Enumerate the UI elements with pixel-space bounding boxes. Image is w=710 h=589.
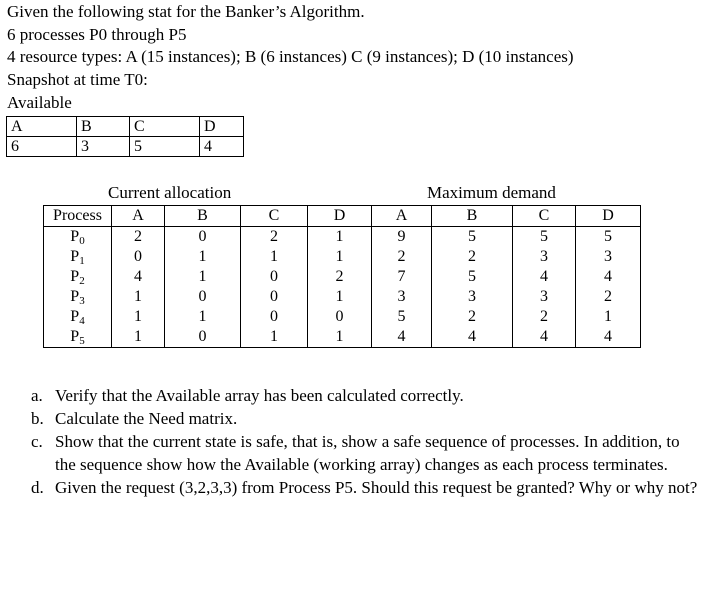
max-demand-cell: 3 [513, 247, 576, 267]
max-demand-cell: 2 [432, 247, 513, 267]
question-item [31, 407, 701, 430]
max-demand-cell: 4 [513, 327, 576, 348]
matrix-header-cell: A [112, 206, 165, 227]
allocation-max-table [43, 205, 641, 348]
caption-maximum-demand: Maximum demand [427, 183, 556, 202]
process-name-cell: $P_1$ [44, 247, 112, 267]
allocation-cell: 0 [165, 287, 241, 307]
allocation-cell: 1 [165, 307, 241, 327]
max-demand-cell: 3 [432, 287, 513, 307]
question-label: b. [31, 409, 44, 428]
question-item [31, 476, 701, 499]
max-demand-cell: 2 [513, 307, 576, 327]
max-demand-cell: 5 [372, 307, 432, 327]
available-header-cell: C [130, 117, 200, 137]
matrix-header-cell: A [372, 206, 432, 227]
max-demand-cell: 7 [372, 267, 432, 287]
max-demand-cell: 3 [372, 287, 432, 307]
matrix-header-row [44, 206, 641, 227]
allocation-cell: 2 [241, 227, 308, 248]
allocation-cell: 2 [112, 227, 165, 248]
process-name-cell: $P_5$ [44, 327, 112, 348]
intro-line-3: 4 resource types: A (15 instances); B (6 instances) C (9 instances); D (10 instances) [7, 47, 574, 66]
caption-current-allocation: Current allocation [108, 183, 232, 202]
allocation-cell: 1 [308, 227, 372, 248]
question-label: d. [31, 478, 44, 497]
process-row [44, 247, 641, 267]
allocation-cell: 1 [241, 247, 308, 267]
max-demand-cell: 3 [576, 247, 641, 267]
available-table [6, 116, 244, 157]
matrix-header-cell: B [432, 206, 513, 227]
intro-line-4: Snapshot at time T0: [7, 70, 148, 89]
question-item [31, 384, 701, 407]
process-name-cell: $P_0$ [44, 227, 112, 248]
max-demand-cell: 5 [432, 267, 513, 287]
allocation-cell: 1 [112, 327, 165, 348]
max-demand-cell: 4 [372, 327, 432, 348]
max-demand-cell: 2 [372, 247, 432, 267]
allocation-cell: 1 [241, 327, 308, 348]
allocation-cell: 0 [165, 327, 241, 348]
process-row [44, 307, 641, 327]
matrix-header-cell: B [165, 206, 241, 227]
max-demand-cell: 2 [432, 307, 513, 327]
process-row [44, 267, 641, 287]
question-label: c. [31, 432, 43, 451]
allocation-cell: 0 [241, 267, 308, 287]
allocation-cell: 0 [241, 287, 308, 307]
available-header-cell: A [7, 117, 77, 137]
max-demand-cell: 5 [513, 227, 576, 248]
process-row [44, 327, 641, 348]
question-list [31, 384, 701, 499]
max-demand-cell: 3 [513, 287, 576, 307]
process-name-cell: $P_3$ [44, 287, 112, 307]
available-value-cell: 5 [130, 137, 200, 157]
question-label: a. [31, 386, 43, 405]
process-row [44, 287, 641, 307]
available-header-cell: D [200, 117, 244, 137]
max-demand-cell: 4 [513, 267, 576, 287]
available-header-row [7, 117, 244, 137]
max-demand-cell: 4 [576, 327, 641, 348]
matrix-header-cell: D [576, 206, 641, 227]
matrix-header-cell: Process [44, 206, 112, 227]
allocation-cell: 0 [308, 307, 372, 327]
max-demand-cell: 2 [576, 287, 641, 307]
allocation-cell: 4 [112, 267, 165, 287]
allocation-cell: 0 [165, 227, 241, 248]
available-heading: Available [7, 93, 72, 112]
max-demand-cell: 5 [576, 227, 641, 248]
max-demand-cell: 1 [576, 307, 641, 327]
allocation-cell: 1 [308, 247, 372, 267]
matrix-header-cell: C [513, 206, 576, 227]
process-name-cell: $P_4$ [44, 307, 112, 327]
allocation-cell: 0 [112, 247, 165, 267]
max-demand-cell: 9 [372, 227, 432, 248]
question-text: Verify that the Available array has been calculated correctly. [55, 386, 464, 405]
max-demand-cell: 4 [432, 327, 513, 348]
matrix-header-cell: C [241, 206, 308, 227]
allocation-cell: 1 [165, 267, 241, 287]
question-item [31, 430, 701, 476]
question-text: Show that the current state is safe, that is, show a safe sequence of processes. In addition, to the sequence show how the Available (working array) changes as each process terminates. [55, 432, 680, 474]
allocation-cell: 1 [165, 247, 241, 267]
allocation-cell: 1 [112, 307, 165, 327]
allocation-cell: 1 [308, 287, 372, 307]
question-text: Given the request (3,2,3,3) from Process P5. Should this request be granted? Why or why not? [55, 478, 698, 497]
allocation-cell: 0 [241, 307, 308, 327]
allocation-cell: 1 [112, 287, 165, 307]
question-text: Calculate the Need matrix. [55, 409, 238, 428]
allocation-cell: 1 [308, 327, 372, 348]
available-value-cell: 3 [77, 137, 130, 157]
max-demand-cell: 5 [432, 227, 513, 248]
max-demand-cell: 4 [576, 267, 641, 287]
available-value-cell: 4 [200, 137, 244, 157]
process-name-cell: $P_2$ [44, 267, 112, 287]
intro-line-2: 6 processes P0 through P5 [7, 25, 187, 44]
available-header-cell: B [77, 117, 130, 137]
available-value-row [7, 137, 244, 157]
available-value-cell: 6 [7, 137, 77, 157]
process-row [44, 227, 641, 248]
matrix-header-cell: D [308, 206, 372, 227]
intro-line-1: Given the following stat for the Banker’s Algorithm. [7, 2, 365, 21]
allocation-cell: 2 [308, 267, 372, 287]
